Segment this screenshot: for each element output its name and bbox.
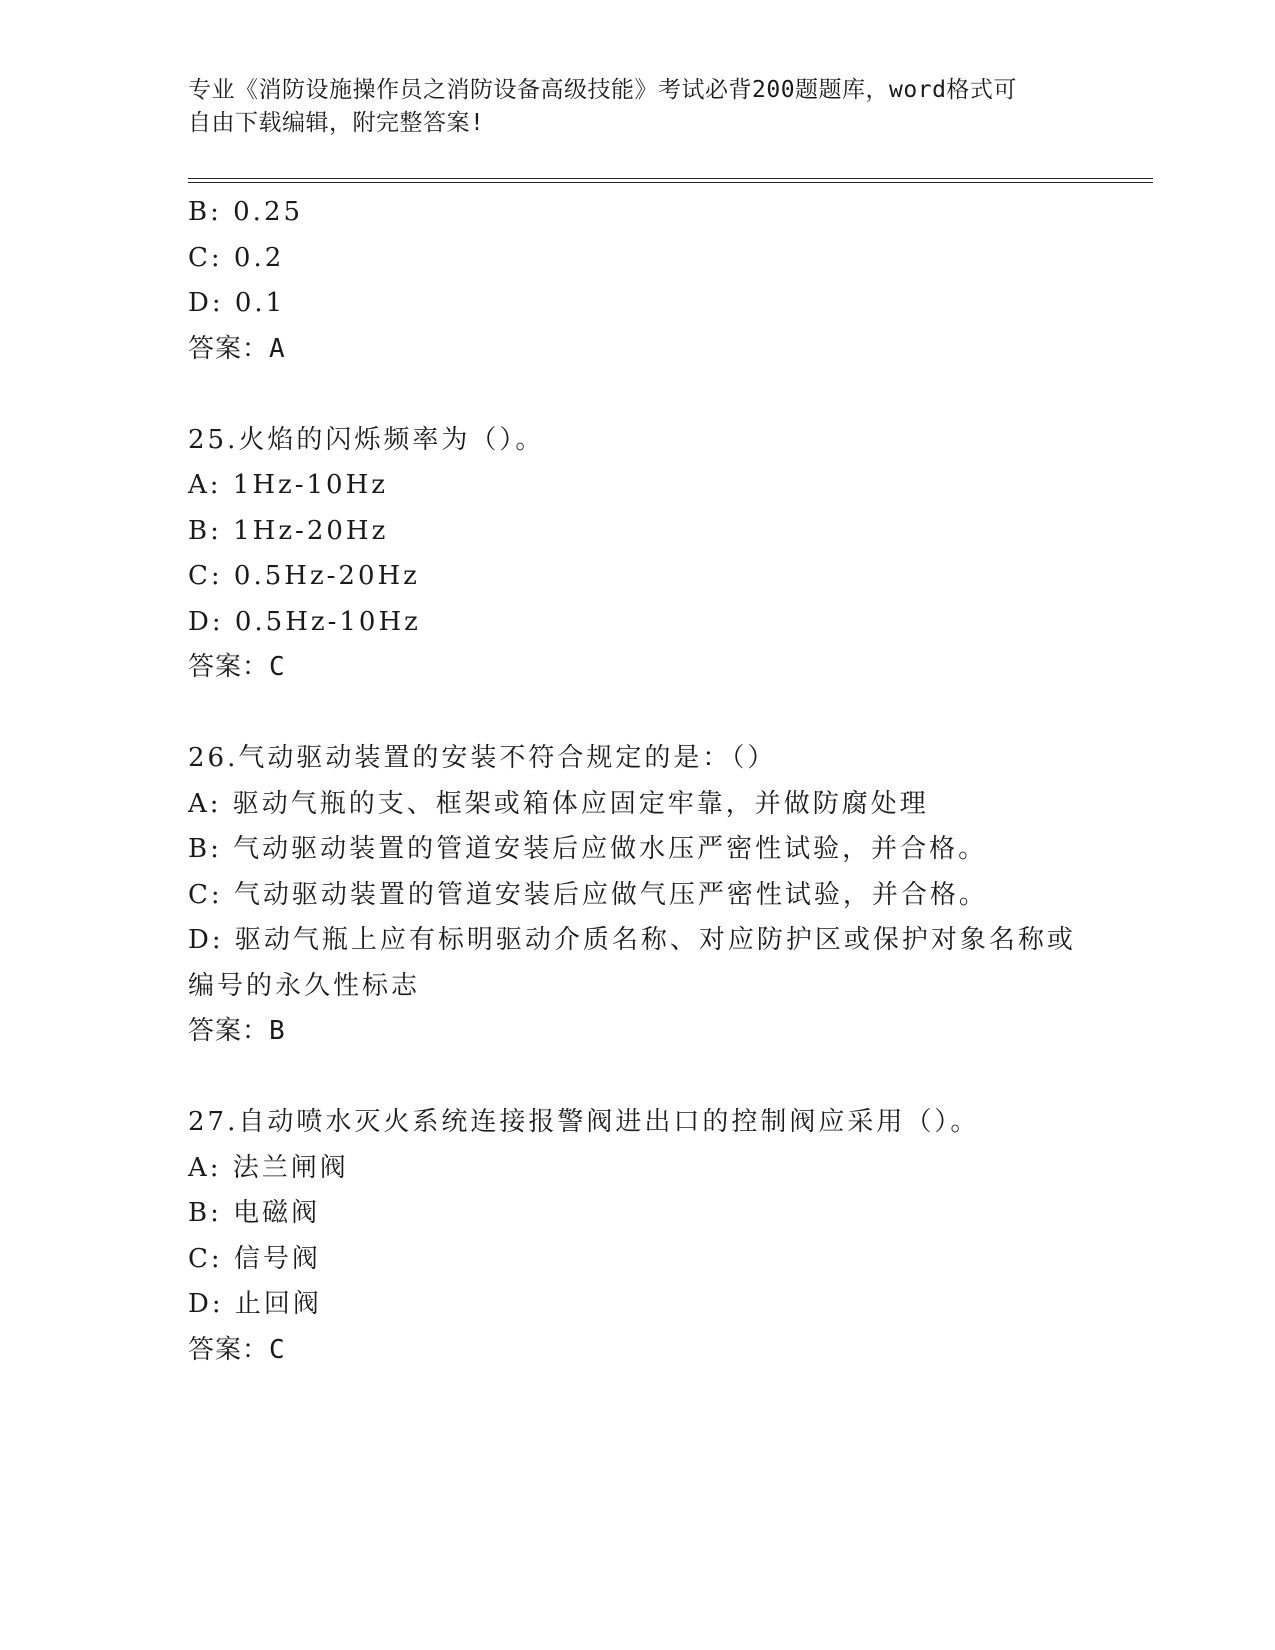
option-a: A: 驱动气瓶的支、框架或箱体应固定牢靠，并做防腐处理 (188, 788, 929, 819)
spacer (188, 691, 1088, 737)
answer-line (188, 1328, 1088, 1374)
option-c: C: 信号阀 (188, 1243, 321, 1274)
option-d: D: 驱动气瓶上应有标明驱动介质名称、对应防护区或保护对象名称或编号的永久性标志 (188, 925, 1076, 1001)
option-c: C: 0.2 (188, 242, 285, 273)
answer-value: C (269, 652, 286, 682)
question-25 (188, 418, 1088, 691)
question-24-continued (188, 190, 1088, 372)
answer-line (188, 327, 1088, 373)
option-b: B: 气动驱动装置的管道安装后应做水压严密性试验，并合格。 (188, 834, 988, 864)
option-d: D: 止回阀 (188, 1289, 322, 1319)
question-27 (188, 1100, 1088, 1373)
answer-label: 答案： (188, 1016, 270, 1046)
question-stem: 25.火焰的闪烁频率为（）。 (188, 424, 545, 455)
option-a: A: 法兰闸阀 (188, 1152, 349, 1183)
answer-label: 答案： (188, 652, 270, 682)
header-divider (188, 178, 1153, 183)
answer-value: B (269, 1016, 286, 1046)
option-b: B: 1Hz-20Hz (188, 515, 389, 546)
spacer (188, 372, 1088, 418)
answer-label: 答案： (188, 333, 270, 364)
option-d: D: 0.1 (188, 288, 286, 318)
answer-value: A (269, 333, 286, 364)
option-b: B: 电磁阀 (188, 1198, 321, 1228)
page-header (188, 74, 1088, 140)
question-stem: 26.气动驱动装置的安装不符合规定的是：（） (188, 743, 777, 773)
option-a: A: 1Hz-10Hz (188, 470, 388, 500)
question-stem: 27.自动喷水灭火系统连接报警阀进出口的控制阀应采用（）。 (188, 1107, 980, 1137)
question-26 (188, 736, 1088, 1055)
option-d: D: 0.5Hz-10Hz (188, 606, 421, 637)
spacer (188, 1055, 1088, 1101)
answer-line (188, 645, 1088, 691)
option-b: B: 0.25 (188, 197, 304, 227)
option-c: C: 0.5Hz-20Hz (188, 561, 420, 591)
answer-value: C (269, 1334, 286, 1365)
header-title-line-2: 自由下载编辑，附完整答案! (188, 110, 485, 136)
answer-label: 答案： (188, 1334, 270, 1365)
header-title-line-1: 专业《消防设施操作员之消防设备高级技能》考试必背200题题库，word格式可 (188, 77, 1017, 103)
answer-line (188, 1009, 1088, 1055)
option-c: C: 气动驱动装置的管道安装后应做气压严密性试验，并合格。 (188, 879, 988, 910)
question-list (188, 190, 1088, 1373)
